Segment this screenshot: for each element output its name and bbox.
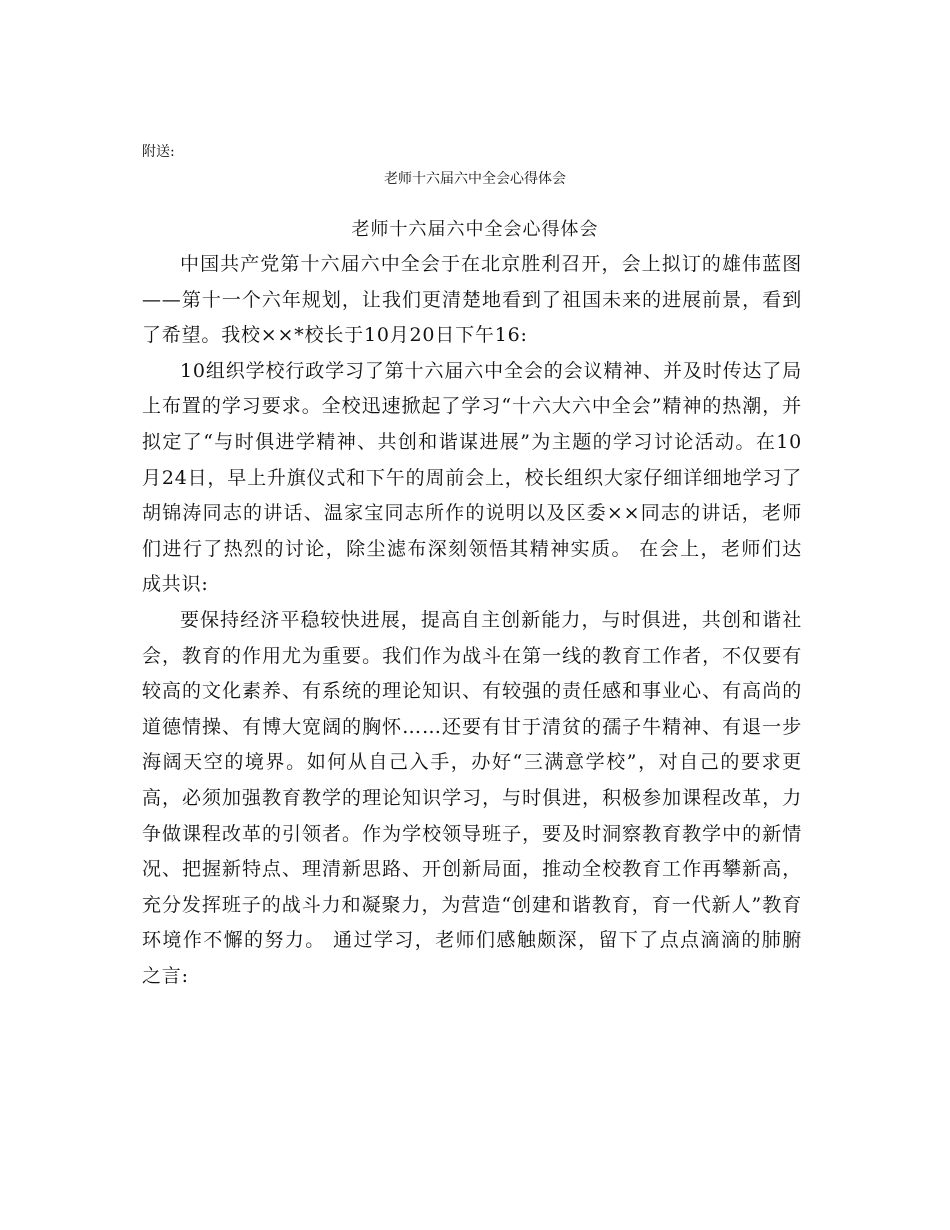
main-title: 老师十六届六中全会心得体会 [351, 219, 599, 240]
paragraph-3: 要保持经济平稳较快进展，提高自主创新能力，与时俱进，共创和谐社会，教育的作用尤为重要。我们作为战斗在第一线的教育工作者，不仅要有较高的文化素养、有系统的理论知识、有较强的责任感和事业心、有高尚的道德情操、有博大宽阔的胸怀……还要有甘于清贫的孺子牛精神、有退一步海阔天空的境界。如何从自己入手，办好“三满意学校”，对自己的要求更高，必须加强教育教学的理论知识学习，与时俱进，积极参加课程改革，力争做课程改革的引领者。作为学校领导班子，要及时洞察教育教学中的新情况、把握新特点、理清新思路、开创新局面，推动全校教育工作再攀新高，充分发挥班子的战斗力和凝聚力，为营造“创建和谐教育，育一代新人”教育环境作不懈的努力。 通过学习，老师们感触颇深，留下了点点滴滴的肺腑之言: [142, 608, 802, 987]
document-body [142, 247, 802, 994]
paragraph-2: 10组织学校行政学习了第十六届六中全会的会议精神、并及时传达了局上布置的学习要求。全校迅速掀起了学习“十六大六中全会”精神的热潮，并拟定了“与时俱进学精神、共创和谐谋进展”为主题的学习讨论活动。在10月24日，早上升旗仪式和下午的周前会上，校长组织大家仔细详细地学习了胡锦涛同志的讲话、温家宝同志所作的说明以及区委××同志的讲话，老师们进行了热烈的讨论，除尘滤布深刻领悟其精神实质。 在会上，老师们达成共识: [142, 359, 802, 596]
paragraph-1: 中国共产党第十六届六中全会于在北京胜利召开，会上拟订的雄伟蓝图——第十一个六年规划，让我们更清楚地看到了祖国未来的进展前景，看到了希望。我校××*校长于10月20日下午16: [142, 253, 802, 347]
small-title: 老师十六届六中全会心得体会 [384, 171, 566, 187]
prefix-label: 附送: [142, 144, 175, 160]
